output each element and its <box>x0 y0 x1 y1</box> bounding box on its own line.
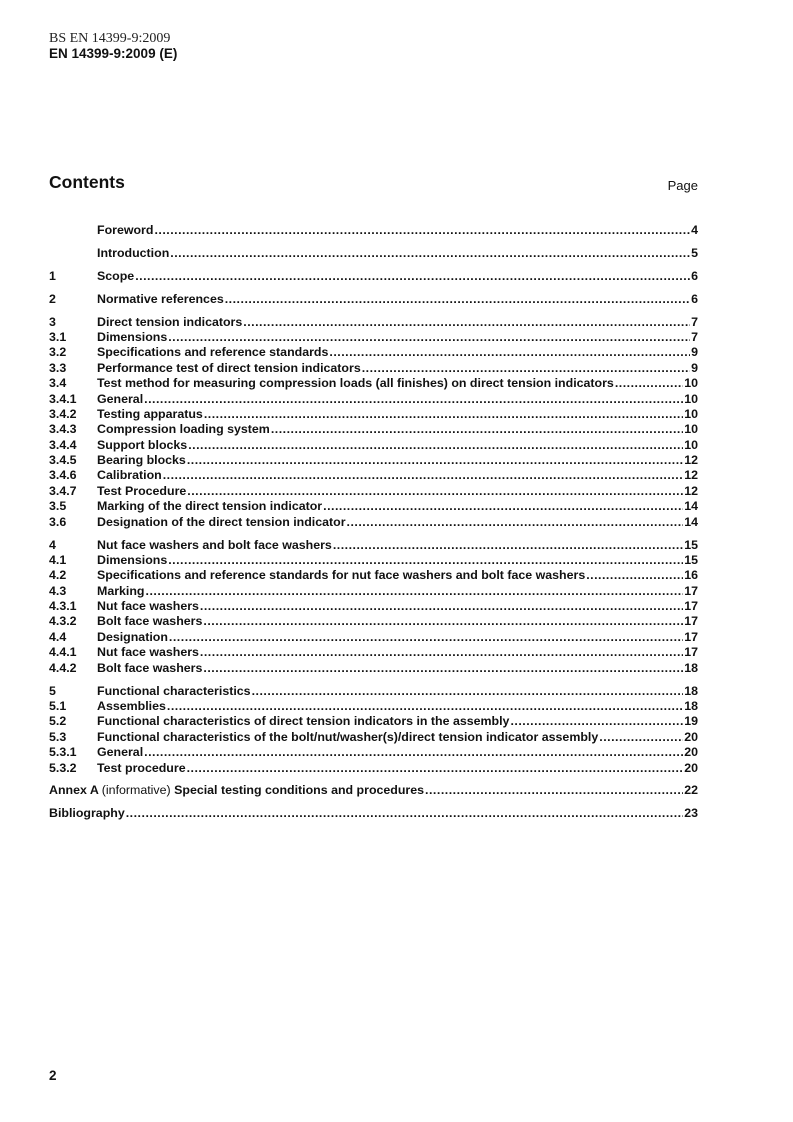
toc-entry[interactable] <box>49 714 698 729</box>
toc-dot-leader <box>187 761 684 776</box>
toc-entry-page: 9 <box>691 360 698 375</box>
toc-annex-heading <box>49 783 424 798</box>
standard-reference-bs: BS EN 14399-9:2009 <box>49 31 171 46</box>
toc-entry-title: Test Procedure <box>97 483 187 498</box>
toc-entry-title: Normative references <box>97 291 224 306</box>
toc-entry-number: 3.2 <box>49 345 67 360</box>
toc-entry-title: Foreword <box>97 223 154 237</box>
toc-entry-title: Bolt face washers <box>97 660 203 675</box>
toc-entry-number: 5.3.1 <box>49 745 77 760</box>
toc-dot-leader <box>144 745 683 760</box>
toc-dot-leader <box>200 645 683 660</box>
toc-entry-number: 4.4.2 <box>49 660 77 675</box>
toc-entry-title: Introduction <box>97 245 170 260</box>
toc-entry-number: 4.3 <box>49 583 67 598</box>
toc-entry-number: 2 <box>49 291 56 306</box>
toc-entry[interactable] <box>49 330 698 345</box>
standard-reference-en: EN 14399-9:2009 (E) <box>49 46 178 61</box>
toc-entry-number: 4.2 <box>49 568 67 583</box>
toc-entry-number: 3.3 <box>49 360 67 375</box>
toc-entry[interactable] <box>49 422 698 437</box>
toc-entry-title: Compression loading system <box>97 422 270 437</box>
toc-entry-page: 20 <box>684 760 698 775</box>
toc-entry-number: 4.3.2 <box>49 614 77 629</box>
toc-entry-page: 16 <box>684 568 698 583</box>
toc-entry-title: Designation <box>97 629 168 644</box>
toc-entry-title: Nut face washers <box>97 599 199 614</box>
toc-entry-title: Functional characteristics of the bolt/nut/washer(s)/direct tension indicator assembly <box>97 729 599 744</box>
toc-entry-title: Test procedure <box>97 760 186 775</box>
toc-entry-page: 20 <box>684 729 698 744</box>
toc-entry-title: Nut face washers <box>97 645 199 660</box>
toc-entry-title: Specifications and reference standards <box>97 345 329 360</box>
toc-entry-page: 10 <box>684 376 698 391</box>
toc-dot-leader <box>200 599 683 614</box>
toc-dot-leader <box>329 345 690 360</box>
toc-entry[interactable] <box>49 568 698 583</box>
toc-entry-title: General <box>97 745 144 760</box>
toc-entry-title: Dimensions <box>97 329 168 344</box>
toc-entry-page: 9 <box>691 345 698 360</box>
toc-dot-leader <box>203 661 683 676</box>
toc-entry-page: 12 <box>684 453 698 468</box>
toc-entry[interactable] <box>49 292 698 307</box>
toc-dot-leader <box>169 630 683 645</box>
toc-entry-page: 17 <box>684 583 698 598</box>
toc-entry-title: Assemblies <box>97 698 166 713</box>
toc-dot-leader <box>510 714 683 729</box>
toc-entry-page: 4 <box>691 223 698 237</box>
toc-dot-leader <box>243 315 690 330</box>
toc-dot-leader <box>163 468 683 483</box>
toc-entry-page: 17 <box>684 614 698 629</box>
toc-entry-page: 15 <box>684 552 698 567</box>
toc-entry[interactable] <box>49 468 698 483</box>
toc-entry-title: Direct tension indicators <box>97 314 243 329</box>
toc-entry[interactable] <box>49 614 698 629</box>
toc-entry-page: 10 <box>684 422 698 437</box>
toc-entry-page: 18 <box>684 660 698 675</box>
toc-entry[interactable] <box>49 515 698 530</box>
page-column-label: Page <box>667 178 698 193</box>
toc-dot-leader <box>586 568 683 583</box>
toc-entry-page: 7 <box>691 329 698 344</box>
toc-entry-page: 17 <box>684 629 698 644</box>
toc-entry-page: 15 <box>684 537 698 552</box>
toc-entry-number: 3.4.6 <box>49 468 77 483</box>
toc-entry[interactable] <box>49 599 698 614</box>
toc-entry-title: Bearing blocks <box>97 453 186 468</box>
toc-entry[interactable] <box>49 376 698 391</box>
toc-entry-number: 5.2 <box>49 714 67 729</box>
toc-entry-title: Test method for measuring compression loads (all finishes) on direct tension indicators <box>97 376 614 391</box>
toc-entry[interactable] <box>49 630 698 645</box>
toc-entry[interactable] <box>49 730 698 745</box>
toc-entry-number: 4.3.1 <box>49 599 77 614</box>
toc-entry-title: Marking of the direct tension indicator <box>97 499 323 514</box>
toc-entry-title: Dimensions <box>97 552 168 567</box>
toc-entry[interactable] <box>49 499 698 514</box>
toc-entry-bibliography[interactable] <box>49 806 698 821</box>
toc-entry[interactable] <box>49 392 698 407</box>
toc-dot-leader <box>362 361 690 376</box>
toc-entry-number: 4.4.1 <box>49 645 77 660</box>
toc-entry-page: 14 <box>684 514 698 529</box>
toc-entry[interactable] <box>49 645 698 660</box>
toc-entry-title: Scope <box>97 268 135 283</box>
toc-dot-leader <box>225 292 690 307</box>
toc-entry[interactable] <box>49 438 698 453</box>
toc-dot-leader <box>252 684 684 699</box>
toc-dot-leader <box>126 806 683 821</box>
toc-entry-page: 18 <box>684 698 698 713</box>
toc-entry[interactable] <box>49 699 698 714</box>
toc-entry-number: 5 <box>49 683 56 698</box>
toc-entry-title: General <box>97 391 144 406</box>
toc-entry[interactable] <box>49 361 698 376</box>
toc-entry-page: 12 <box>684 468 698 483</box>
toc-dot-leader <box>425 783 683 798</box>
toc-dot-leader <box>168 330 690 345</box>
toc-dot-leader <box>168 553 683 568</box>
toc-entry[interactable] <box>49 761 698 776</box>
toc-entry-number: 3.4.7 <box>49 483 77 498</box>
toc-entry-page: 14 <box>684 499 698 514</box>
toc-entry-title: Bolt face washers <box>97 614 203 629</box>
toc-dot-leader <box>615 376 683 391</box>
toc-entry[interactable] <box>49 553 698 568</box>
toc-dot-leader <box>146 584 684 599</box>
toc-entry-number: 3.4.3 <box>49 422 77 437</box>
toc-entry-title: Testing apparatus <box>97 406 203 421</box>
toc-entry-page: 17 <box>684 599 698 614</box>
toc-dot-leader <box>203 614 683 629</box>
toc-entry-number: 3.5 <box>49 499 67 514</box>
table-of-contents <box>49 223 698 822</box>
toc-entry-page: 12 <box>684 483 698 498</box>
toc-entry-number: 3.4.1 <box>49 391 77 406</box>
toc-entry-page: 10 <box>684 437 698 452</box>
toc-dot-leader <box>144 392 683 407</box>
toc-entry-title: Specifications and reference standards for nut face washers and bolt face washers <box>97 568 586 583</box>
toc-entry-number: 3 <box>49 314 56 329</box>
toc-entry-title: Calibration <box>97 468 162 483</box>
toc-entry-number: 3.4.5 <box>49 453 77 468</box>
toc-entry[interactable] <box>49 223 698 238</box>
toc-dot-leader <box>323 499 683 514</box>
toc-entry[interactable] <box>49 484 698 499</box>
page-number: 2 <box>49 1068 57 1083</box>
toc-entry-page: 17 <box>684 645 698 660</box>
toc-entry[interactable] <box>49 684 698 699</box>
toc-entry-number: 4.4 <box>49 629 67 644</box>
toc-entry[interactable] <box>49 661 698 676</box>
toc-dot-leader <box>204 407 683 422</box>
toc-entry-page: 10 <box>684 406 698 421</box>
toc-annex-qualifier: (informative) <box>101 783 171 798</box>
toc-entry-number: 3.6 <box>49 514 67 529</box>
toc-dot-leader <box>154 223 690 238</box>
toc-entry-title: Designation of the direct tension indicator <box>97 514 346 529</box>
toc-entry-annex[interactable] <box>49 783 698 798</box>
toc-entry-number: 3.4.2 <box>49 406 77 421</box>
toc-dot-leader <box>599 730 683 745</box>
toc-entry-title: Functional characteristics <box>97 683 251 698</box>
toc-entry-title: Performance test of direct tension indicators <box>97 360 361 375</box>
toc-entry-number: 5.1 <box>49 698 67 713</box>
toc-entry-page: 7 <box>691 314 698 329</box>
toc-entry-number: 3.4.4 <box>49 437 77 452</box>
toc-entry-page: 18 <box>684 683 698 698</box>
toc-entry[interactable] <box>49 269 698 284</box>
toc-entry-page: 6 <box>691 268 698 283</box>
toc-dot-leader <box>135 269 690 284</box>
toc-entry-number: 5.3.2 <box>49 760 77 775</box>
toc-entry[interactable] <box>49 584 698 599</box>
toc-annex-label: Annex A <box>49 783 99 798</box>
toc-dot-leader <box>188 438 683 453</box>
toc-entry-title: Support blocks <box>97 437 188 452</box>
toc-dot-leader <box>187 453 683 468</box>
toc-entry-number: 1 <box>49 268 56 283</box>
toc-entry-number: 4 <box>49 537 56 552</box>
toc-entry-title: Functional characteristics of direct tension indicators in the assembly <box>97 714 510 729</box>
toc-entry[interactable] <box>49 345 698 360</box>
toc-dot-leader <box>167 699 683 714</box>
toc-entry-number: 3.4 <box>49 376 67 391</box>
toc-dot-leader <box>347 515 684 530</box>
toc-dot-leader <box>187 484 683 499</box>
page-title: Contents <box>49 172 125 192</box>
toc-annex-page: 22 <box>684 783 698 798</box>
toc-entry-number: 3.1 <box>49 329 67 344</box>
toc-entry[interactable] <box>49 538 698 553</box>
toc-bibliography-title: Bibliography <box>49 806 125 821</box>
toc-entry[interactable] <box>49 745 698 760</box>
toc-entry-number: 5.3 <box>49 729 67 744</box>
toc-entry[interactable] <box>49 407 698 422</box>
toc-entry-number: 4.1 <box>49 552 67 567</box>
toc-entry[interactable] <box>49 246 698 261</box>
toc-dot-leader <box>271 422 683 437</box>
toc-dot-leader <box>170 246 690 261</box>
toc-entry[interactable] <box>49 315 698 330</box>
toc-annex-title: Special testing conditions and procedures <box>174 783 425 798</box>
toc-dot-leader <box>333 538 683 553</box>
toc-entry-title: Marking <box>97 583 145 598</box>
toc-entry[interactable] <box>49 453 698 468</box>
toc-entry-page: 19 <box>684 714 698 729</box>
toc-bibliography-page: 23 <box>684 806 698 821</box>
toc-entry-title: Nut face washers and bolt face washers <box>97 537 332 552</box>
toc-entry-page: 6 <box>691 291 698 306</box>
toc-entry-page: 5 <box>691 245 698 260</box>
toc-entry-page: 20 <box>684 745 698 760</box>
toc-entry-page: 10 <box>684 391 698 406</box>
